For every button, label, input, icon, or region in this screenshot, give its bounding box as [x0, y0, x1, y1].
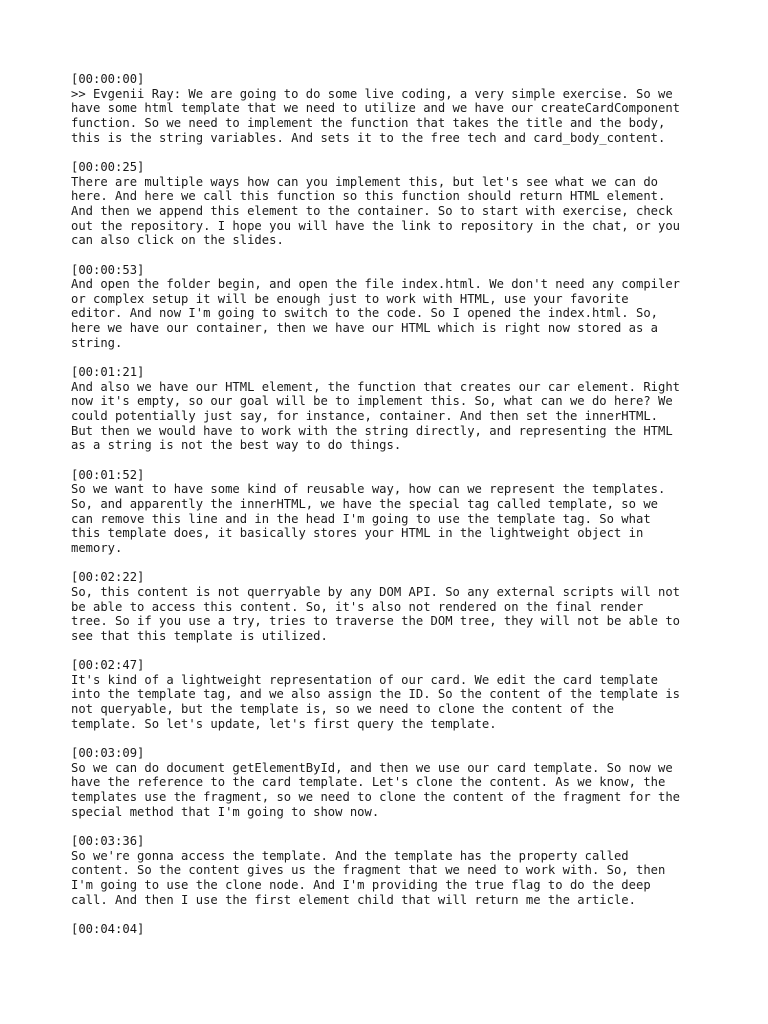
transcript-segment [71, 746, 721, 819]
timestamp: [00:03:09] [71, 746, 145, 761]
transcript-segment [71, 922, 721, 937]
transcript-segment [71, 658, 721, 731]
transcript-segment [71, 834, 721, 907]
timestamp: [00:00:53] [71, 262, 145, 277]
segment-text: It's kind of a lightweight representation of our card. We edit the card template into the template tag, and we also assign the ID. So the content of the template is not queryable, but the template is, so we need to clone the content of the template. So let's update, let's first query the template. [71, 672, 681, 731]
timestamp: [00:04:04] [71, 921, 145, 936]
timestamp: [00:01:52] [71, 467, 145, 482]
transcript-segment [71, 365, 721, 453]
timestamp: [00:01:21] [71, 365, 145, 380]
transcript-segment [71, 160, 721, 248]
segment-text: And open the folder begin, and open the file index.html. We don't need any compiler or complex setup it will be enough just to work with HTML, use your favorite editor. And now I'm going to switch to the code. So I opened the index.html. So, here we have our container, then we have our HTML which is right now stored as a string. [71, 277, 681, 350]
segment-text: So we want to have some kind of reusable way, how can we represent the templates. So, and apparently the innerHTML, we have the special tag called template, so we can remove this line and in the head I'm going to use the template tag. So what this template does, it basically stores your HTML in the lightweight object in memory. [71, 482, 666, 555]
transcript-page [71, 72, 721, 951]
segment-text: >> Evgenii Ray: We are going to do some live coding, a very simple exercise. So we have some html template that we need to utilize and we have our createCardComponent function. So we need to implement the function that takes the title and the body, this is the string variables. And sets it to the free tech and card_body_content. [71, 86, 681, 145]
transcript-segment [71, 263, 721, 351]
timestamp: [00:02:47] [71, 658, 145, 673]
timestamp: [00:03:36] [71, 834, 145, 848]
segment-text: So, this content is not querryable by any DOM API. So any external scripts will not be able to access this content. So, it's also not rendered on the final render tree. So if you use a try, tries to traverse the DOM tree, they will not be able to see that this template is utilized. [71, 584, 681, 643]
segment-text: There are multiple ways how can you implement this, but let's see what we can do here. And here we call this function so this function should return HTML element. And then we append this element to the container. So to start with exercise, check out the repository. I hope you will have the link to repository in the chat, or you can also click on the slides. [71, 174, 681, 248]
transcript-segment [71, 72, 721, 145]
transcript-segment [71, 570, 721, 643]
transcript-segment [71, 468, 721, 556]
timestamp: [00:00:25] [71, 159, 145, 174]
timestamp: [00:00:00] [71, 72, 145, 86]
segment-text: So we can do document getElementById, and then we use our card template. So now we have the reference to the card template. Let's clone the content. As we know, the templates use the fragment, so we need to clone the content of the fragment for the special method that I'm going to show now. [71, 760, 681, 819]
segment-text: And also we have our HTML element, the function that creates our car element. Right now it's empty, so our goal will be to implement this. So, what can we do here? We could potentially just say, for instance, container. And then set the innerHTML. But then we would have to work with the string directly, and representing the HTML as a string is not the best way to do things. [71, 379, 681, 453]
timestamp: [00:02:22] [71, 570, 145, 585]
segment-text: So we're gonna access the template. And the template has the property called content. So the content gives us the fragment that we need to work with. So, then I'm going to use the clone node. And I'm providing the true flag to do the deep call. And then I use the first element child that will return me the article. [71, 848, 666, 907]
